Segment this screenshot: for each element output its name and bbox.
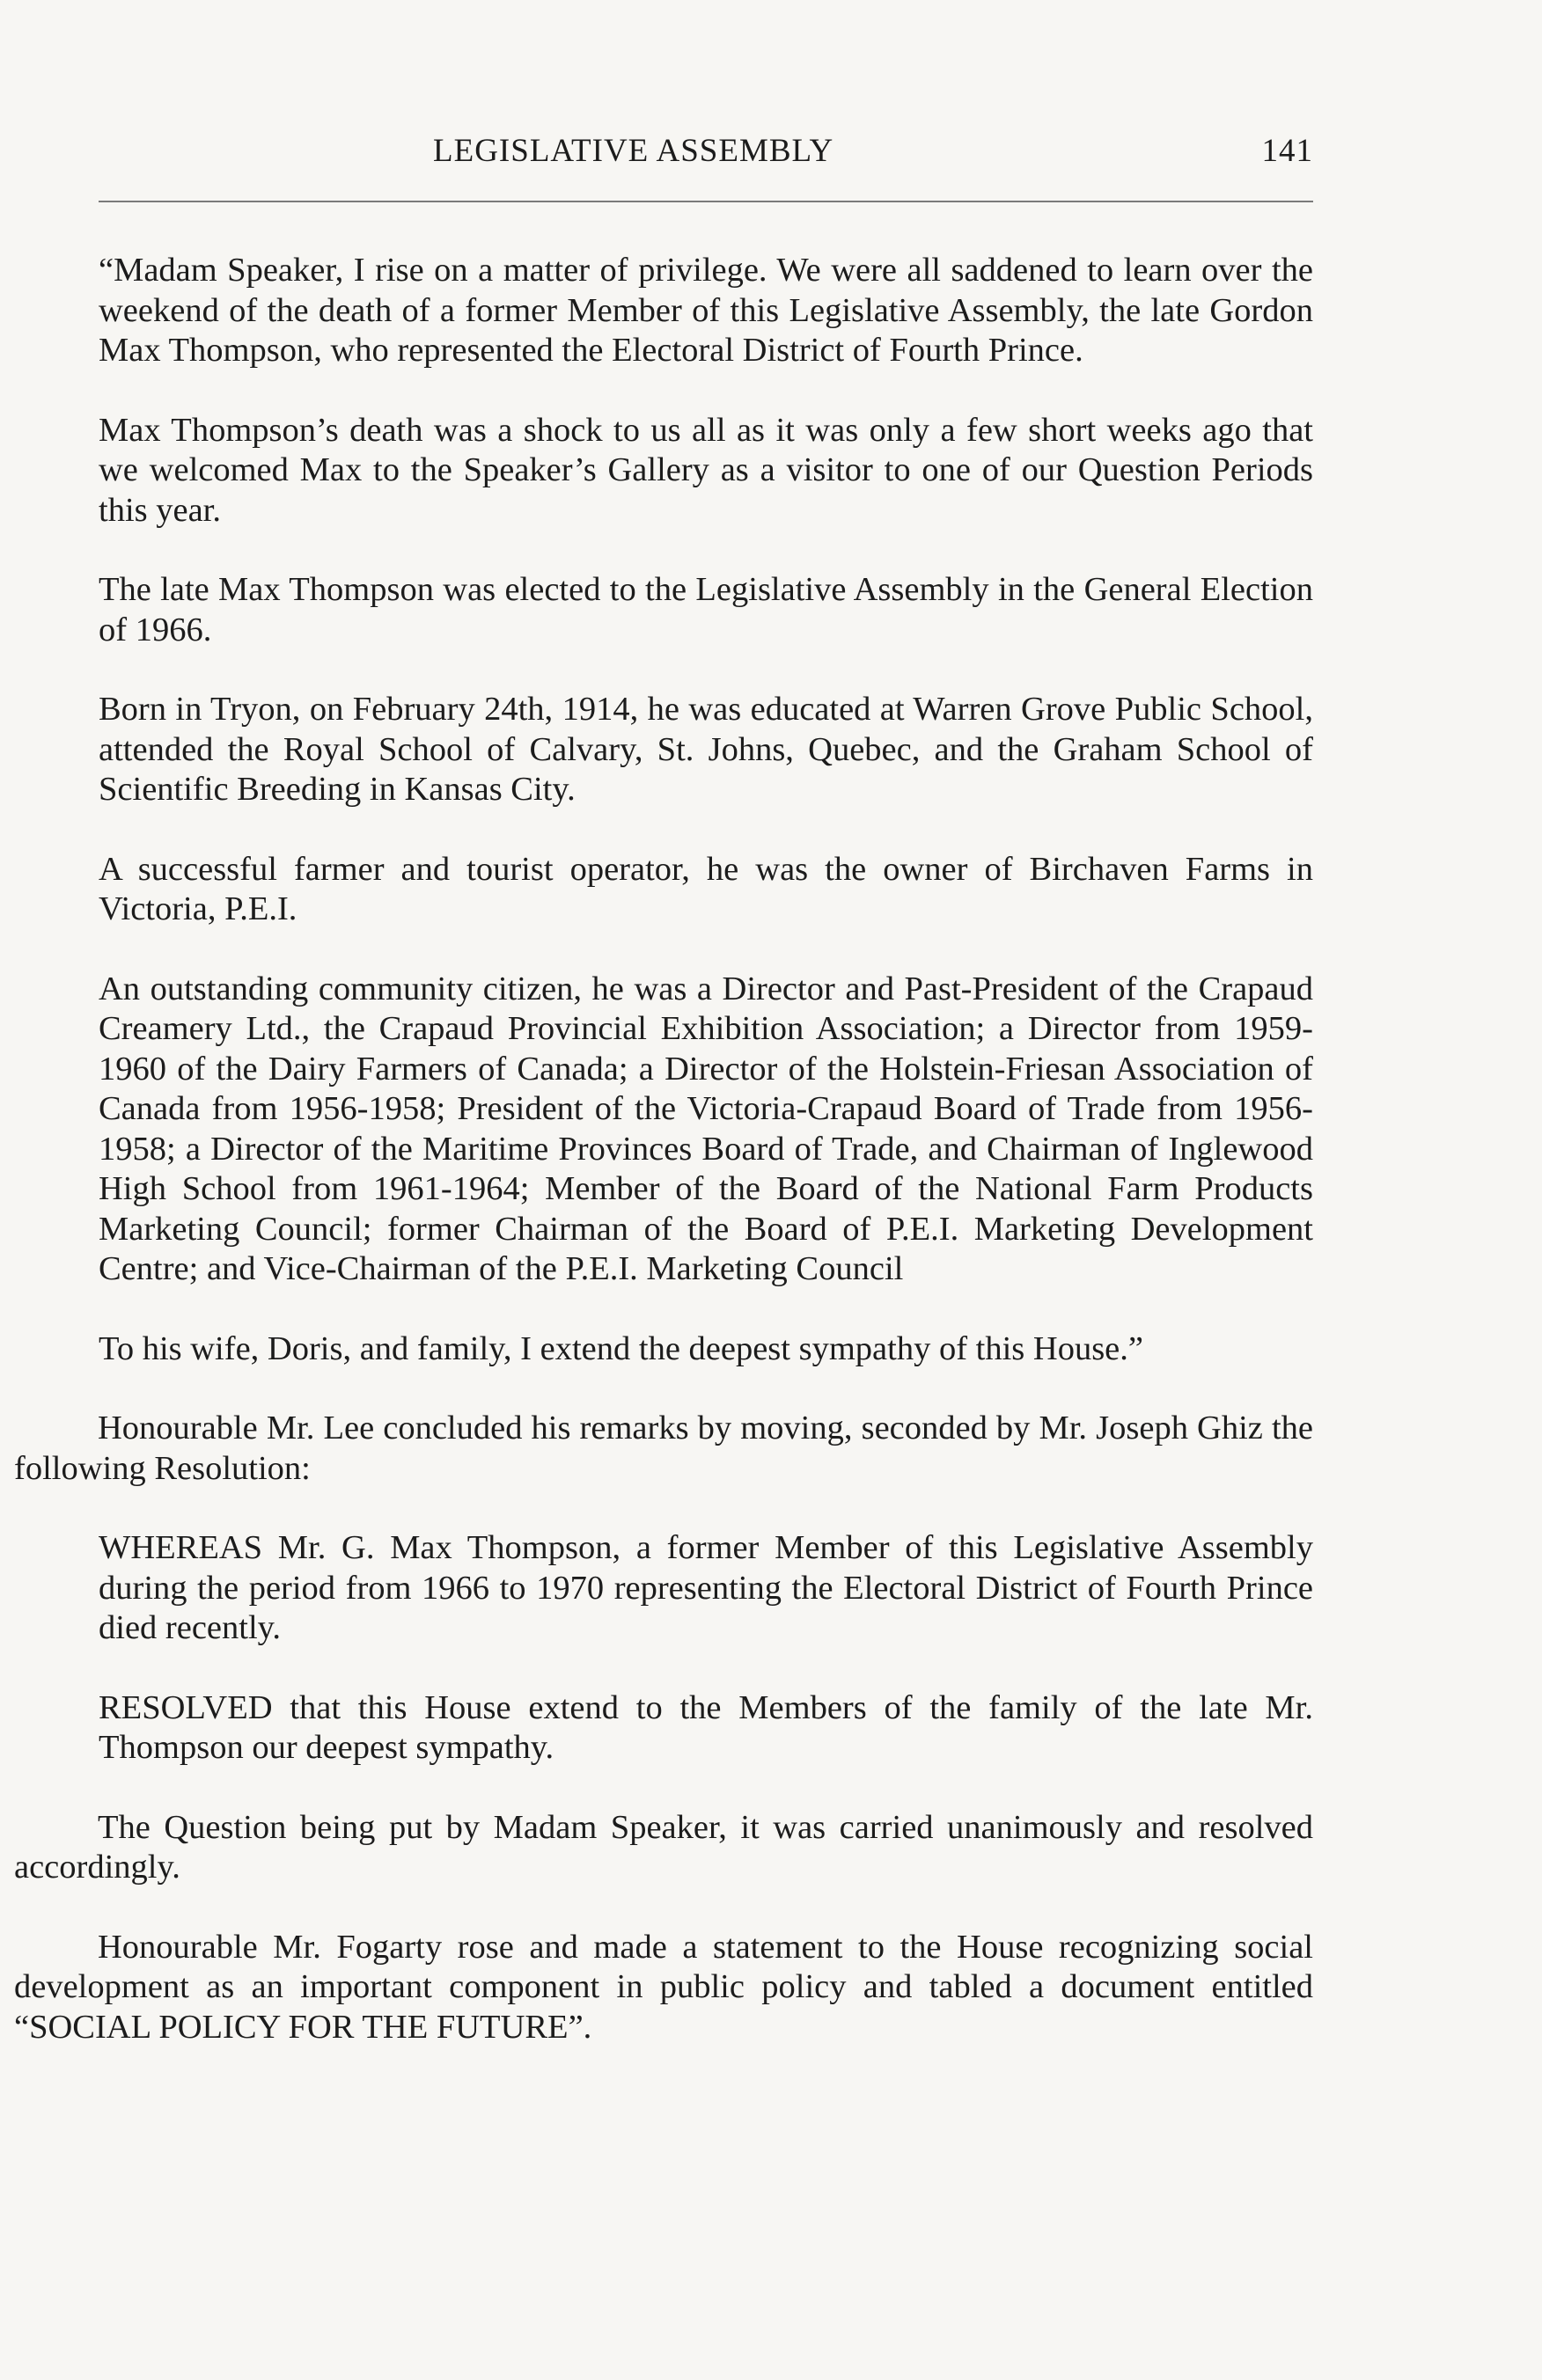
paragraph-motion: Honourable Mr. Lee concluded his remarks by moving, seconded by Mr. Joseph Ghiz the following Resolution: xyxy=(14,1410,1313,1487)
page-number: 141 xyxy=(1261,133,1313,169)
paragraph-fogarty: Honourable Mr. Fogarty rose and made a statement to the House recognizing social development as an important component in public policy and tabled a document entitled “SOCIAL POLICY FOR THE FUTURE”. xyxy=(14,1928,1313,2046)
paragraph-born: Born in Tryon, on February 24th, 1914, he was educated at Warren Grove Public School, attended the Royal School of Calvary, St. Johns, Quebec, and the Graham School of Scientific Breeding in Kansas City. xyxy=(99,691,1313,808)
paragraph-whereas: WHEREAS Mr. G. Max Thompson, a former Member of this Legislative Assembly during the period from 1966 to 1970 representing the Electoral District of Fourth Prince died recently. xyxy=(99,1529,1313,1646)
paragraph-community: An outstanding community citizen, he was a Director and Past-President of the Crapaud Creamery Ltd., the Crapaud Provincial Exhibition Association; a Director from 1959-1960 of the Dairy Farmers of Canada; a Director of the Holstein-Friesan Association of Canada from 1956-1958; President of the Victoria-Crapaud Board of Trade from 1956-1958; a Director of the Maritime Provinces Board of Trade, and Chairman of Inglewood High School from 1961-1964; Member of the Board of the National Farm Products Marketing Council; former Chairman of the Board of P.E.I. Marketing Development Centre; and Vice-Chairman of the P.E.I. Marketing Council xyxy=(99,970,1313,1287)
paragraph-question: The Question being put by Madam Speaker, it was carried unanimously and resolved accordingly. xyxy=(14,1808,1313,1886)
paragraph-speech-opening: “Madam Speaker, I rise on a matter of privilege. We were all saddened to learn over the weekend of the death of a former Member of this Legislative Assembly, the late Gordon Max Thompson, who represented the Electoral District of Fourth Prince. xyxy=(99,252,1313,369)
body-text xyxy=(14,251,1313,2047)
paragraph-resolved: RESOLVED that this House extend to the Members of the family of the late Mr. Thompson our deepest sympathy. xyxy=(99,1688,1313,1766)
paragraph-elected: The late Max Thompson was elected to the Legislative Assembly in the General Election of 1966. xyxy=(99,571,1313,648)
paragraph-sympathy: To his wife, Doris, and family, I extend the deepest sympathy of this House.” xyxy=(99,1329,1143,1367)
running-header xyxy=(99,132,1313,181)
header-title: LEGISLATIVE ASSEMBLY xyxy=(433,133,834,169)
paragraph-shock: Max Thompson’s death was a shock to us all as it was only a few short weeks ago that we welcomed Max to the Speaker’s Gallery as a visitor to one of our Question Periods this year. xyxy=(99,411,1313,529)
header-rule xyxy=(99,201,1313,202)
paragraph-farmer: A successful farmer and tourist operator, he was the owner of Birchaven Farms in Victoria, P.E.I. xyxy=(99,850,1313,927)
